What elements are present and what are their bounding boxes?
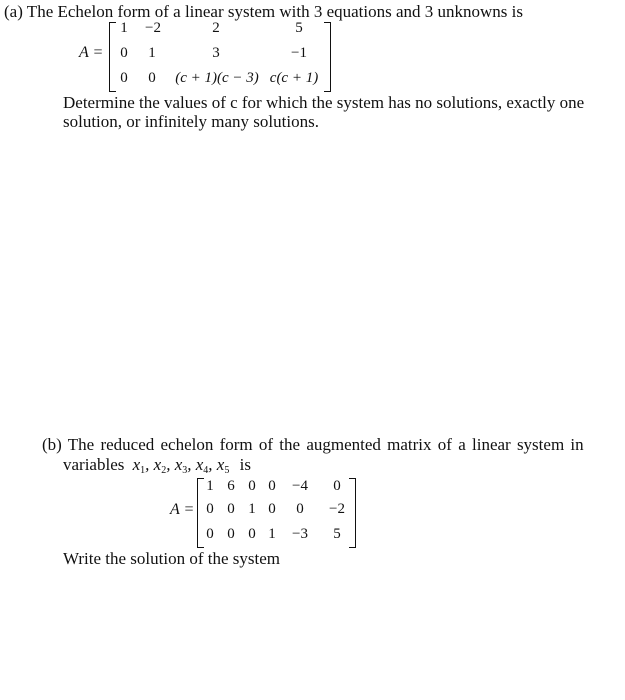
part-b-cell: 1 — [248, 501, 256, 517]
part-a-cell: 0 — [120, 45, 128, 61]
part-b-cell: 0 — [268, 478, 276, 494]
part-b-variables-prefix: variables — [63, 455, 125, 474]
part-a-cell: (c + 1)(c − 3) — [175, 70, 259, 86]
part-a-cell: 5 — [295, 20, 303, 36]
part-b-cell: −4 — [292, 478, 308, 494]
part-b-cell: 6 — [227, 478, 235, 494]
part-a-intro: (a) The Echelon form of a linear system with 3 equations and 3 unknowns is — [4, 2, 524, 21]
variable: $x_4$ — [195, 455, 209, 476]
part-a-cell: 1 — [148, 45, 156, 61]
part-b-cell: 0 — [206, 501, 214, 517]
part-b-cell: 1 — [206, 478, 214, 494]
part-b-intro-line-1: (b) The reduced echelon form of the augmented matrix of a linear system in — [42, 435, 584, 454]
part-b-cell: 1 — [268, 526, 276, 542]
part-a-cell: 2 — [212, 20, 220, 36]
part-b-matrix-label: A = — [170, 501, 195, 518]
part-b-variables-suffix: is — [239, 455, 251, 474]
part-a-cell: 1 — [120, 20, 128, 36]
part-a-question-line-1: Determine the values of c for which the system has no solutions, exactly one — [63, 93, 585, 112]
part-b-cell: 0 — [206, 526, 214, 542]
part-a-cell: 0 — [148, 70, 156, 86]
part-b-cell: 0 — [227, 501, 235, 517]
part-b-cell: 0 — [296, 501, 304, 517]
part-a-matrix-label: A = — [79, 44, 104, 61]
variable: $x_3$ — [174, 455, 188, 476]
part-a-cell: 0 — [120, 70, 128, 86]
part-b-cell: 0 — [268, 501, 276, 517]
part-b-cell: 0 — [227, 526, 235, 542]
part-a-question-line-2: solution, or infinitely many solutions. — [63, 112, 319, 131]
part-a-matrix-left-bracket — [109, 22, 116, 92]
part-b-cell: 0 — [248, 526, 256, 542]
part-b-cell: −2 — [329, 501, 345, 517]
variable: $x_1$ — [132, 455, 146, 476]
variable: $x_5$ — [216, 455, 230, 476]
part-b-prompt: Write the solution of the system — [63, 549, 280, 568]
part-b-cell: 5 — [333, 526, 341, 542]
part-a-cell: c(c + 1) — [269, 70, 319, 86]
part-a-cell: −1 — [291, 45, 307, 61]
part-b-cell: 0 — [333, 478, 341, 494]
part-b-cell: −3 — [292, 526, 308, 542]
part-b-variable-list: $x_1$, $x_2$, $x_3$, $x_4$, $x_5$ — [132, 455, 230, 476]
part-a-cell: 3 — [212, 45, 220, 61]
part-a-matrix-right-bracket — [324, 22, 331, 92]
part-a-cell: −2 — [145, 20, 161, 36]
variable: $x_2$ — [153, 455, 167, 476]
part-b-cell: 0 — [248, 478, 256, 494]
part-b-intro-line-2 — [63, 455, 251, 477]
part-b-matrix-right-bracket — [349, 478, 356, 548]
